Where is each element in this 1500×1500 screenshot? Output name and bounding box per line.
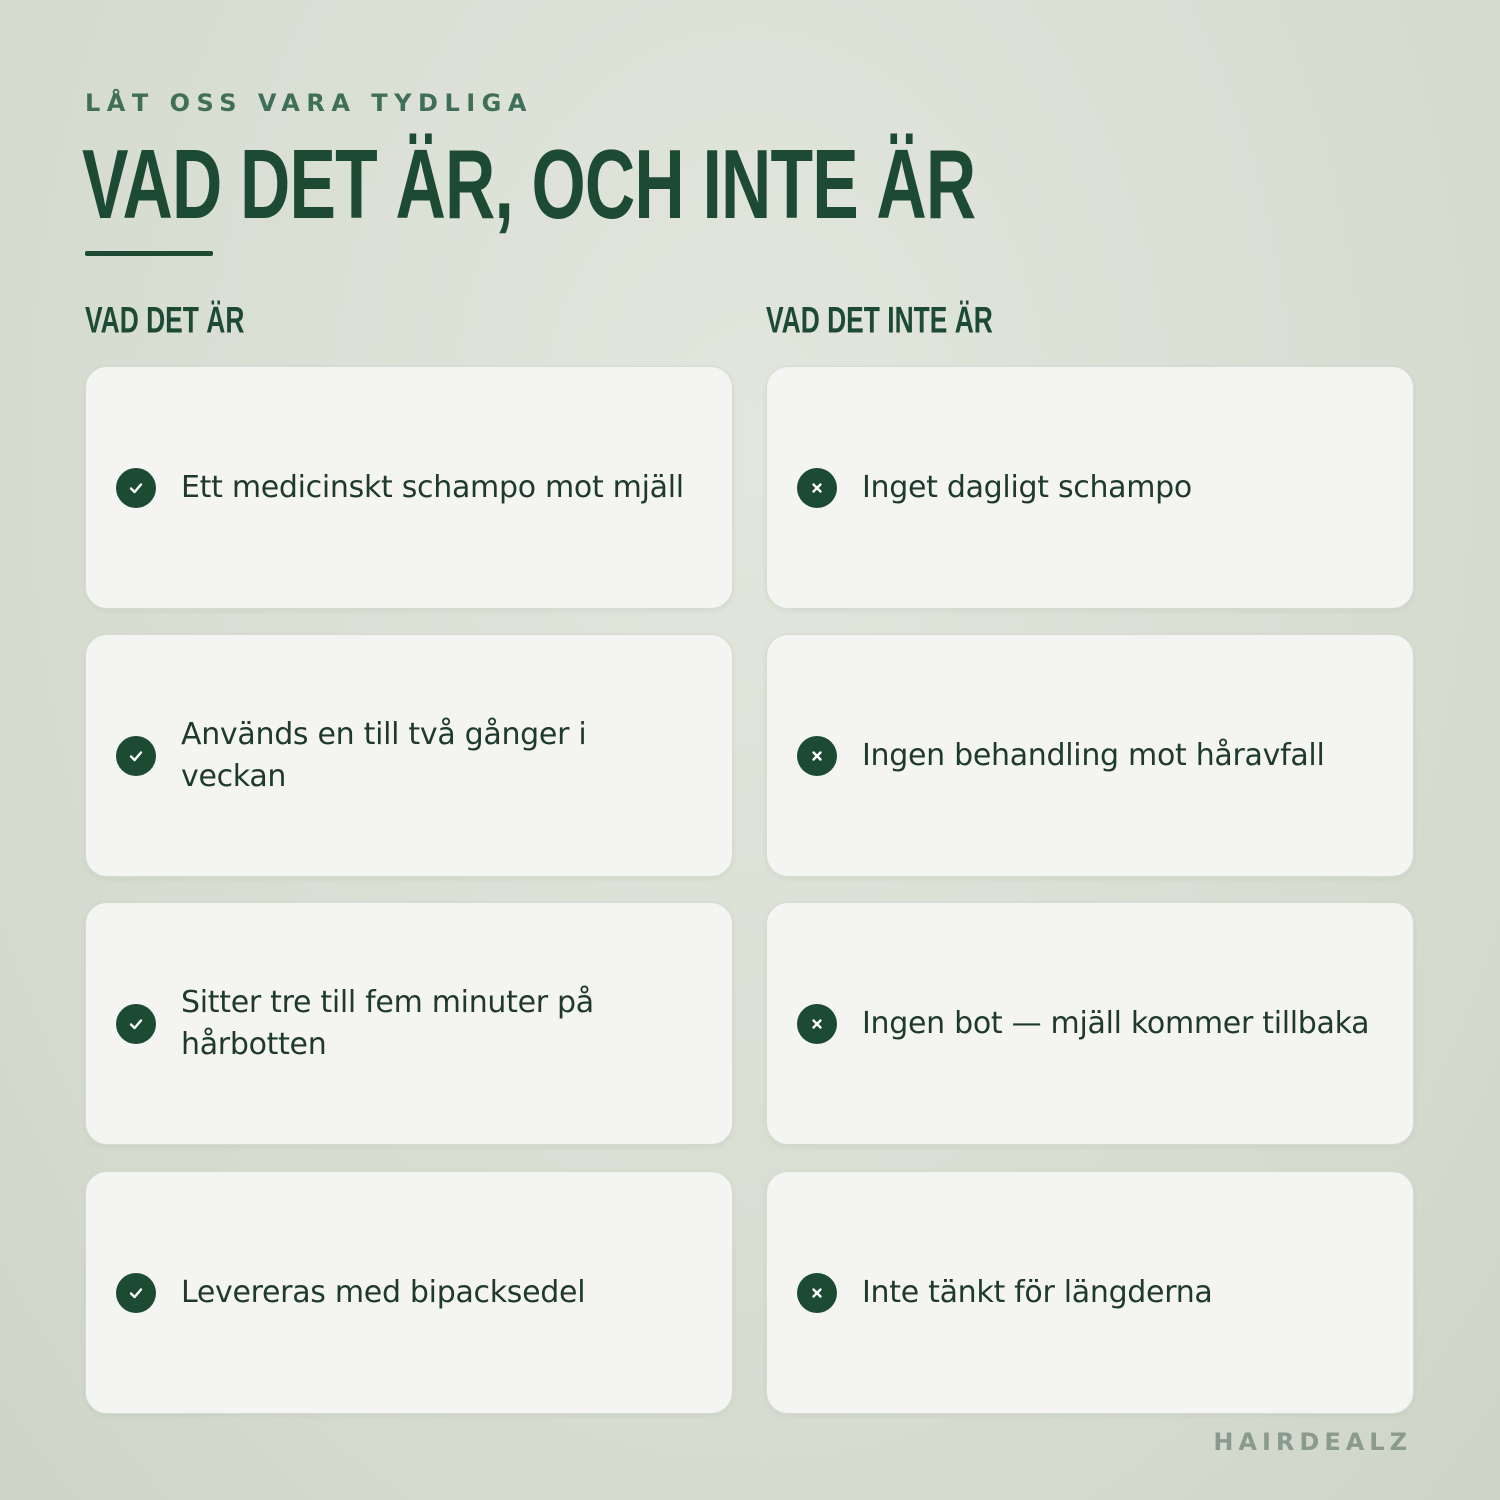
is-item-text: Levereras med bipacksedel bbox=[181, 1274, 586, 1310]
x-icon bbox=[797, 736, 837, 776]
is-item-text: Sitter tre till fem minuter på hårbotten bbox=[181, 984, 594, 1062]
is-not-item-text: Inget dagligt schampo bbox=[862, 469, 1192, 505]
is-not-card bbox=[766, 634, 1414, 877]
check-icon bbox=[116, 468, 156, 508]
check-icon bbox=[116, 1004, 156, 1044]
is-item-text: Ett medicinskt schampo mot mjäll bbox=[181, 469, 684, 505]
page-title: VAD DET ÄR, OCH INTE ÄR bbox=[82, 129, 976, 240]
is-item-text: Används en till två gånger i veckan bbox=[181, 716, 587, 794]
column-heading-is-not: VAD DET INTE ÄR bbox=[766, 298, 993, 341]
is-card bbox=[85, 1171, 733, 1414]
is-card bbox=[85, 902, 733, 1145]
is-not-item-text: Inte tänkt för längderna bbox=[862, 1274, 1213, 1310]
is-not-item-text: Ingen bot — mjäll kommer tillbaka bbox=[862, 1005, 1370, 1041]
check-icon bbox=[116, 736, 156, 776]
x-icon bbox=[797, 1004, 837, 1044]
brand-logo: HAIRDEALZ bbox=[1213, 1428, 1412, 1456]
check-icon bbox=[116, 1273, 156, 1313]
x-icon bbox=[797, 468, 837, 508]
title-underline bbox=[85, 251, 213, 256]
eyebrow-label: LÅT OSS VARA TYDLIGA bbox=[85, 89, 533, 117]
is-not-card bbox=[766, 902, 1414, 1145]
x-icon bbox=[797, 1273, 837, 1313]
is-card bbox=[85, 634, 733, 877]
is-card bbox=[85, 366, 733, 609]
is-not-card bbox=[766, 1171, 1414, 1414]
is-not-card bbox=[766, 366, 1414, 609]
is-not-item-text: Ingen behandling mot håravfall bbox=[862, 737, 1325, 773]
column-heading-is: VAD DET ÄR bbox=[85, 298, 245, 341]
